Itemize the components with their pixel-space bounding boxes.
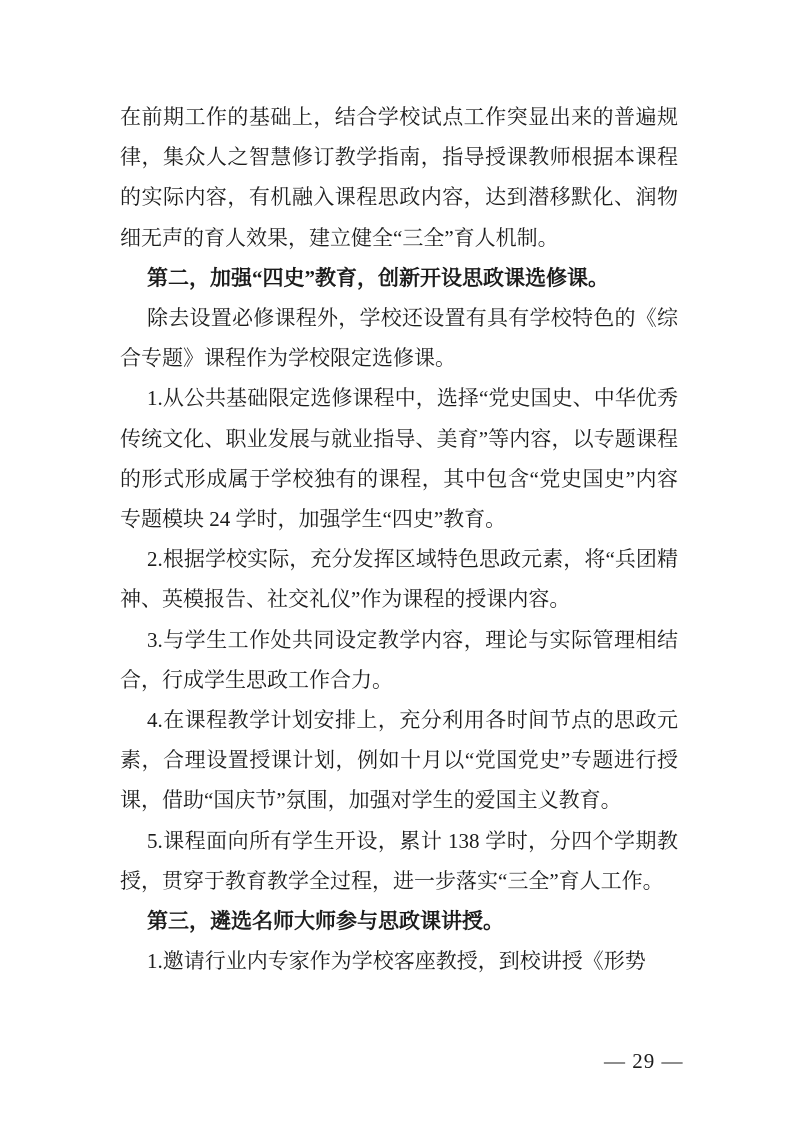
section-heading-second: 第二，加强“四史”教育，创新开设思政课选修课。 [147,265,609,290]
document-content [120,97,678,981]
numbered-item-3: 3.与学生工作处共同设定教学内容，理论与实际管理相结合，行成学生思政工作合力。 [120,627,678,692]
paragraph-continuation: 在前期工作的基础上，结合学校试点工作突显出来的普遍规律，集众人之智慧修订教学指南，指导授课教师根据本课程的实际内容，有机融入课程思政内容，达到潜移默化、润物细无声的育人效果，建立健全“三全”育人机制。 [120,105,678,250]
paragraph-elective-course: 除去设置必修课程外，学校还设置有具有学校特色的《综合专题》课程作为学校限定选修课。 [120,306,678,371]
section-heading-third: 第三，遴选名师大师参与思政课讲授。 [147,909,504,934]
numbered-item-1-third-section: 1.邀请行业内专家作为学校客座教授，到校讲授《形势 [147,949,646,974]
numbered-item-1: 1.从公共基础限定选修课程中，选择“党史国史、中华优秀传统文化、职业发展与就业指导、美育”等内容，以专题课程的形式形成属于学校独有的课程，其中包含“党史国史”内容专题模块 24 学时，加强学生“四史”教育。 [120,386,678,532]
numbered-item-5: 5.课程面向所有学生开设，累计 138 学时，分四个学期教授，贯穿于教育教学全过程，进一步落实“三全”育人工作。 [120,828,678,893]
numbered-item-4: 4.在课程教学计划安排上，充分利用各时间节点的思政元素，合理设置授课计划，例如十月以“党国党史”专题进行授课，借助“国庆节”氛围，加强对学生的爱国主义教育。 [120,708,678,813]
numbered-item-2: 2.根据学校实际，充分发挥区域特色思政元素，将“兵团精神、英模报告、社交礼仪”作为课程的授课内容。 [120,547,678,612]
page-number: — 29 — [604,1049,684,1073]
